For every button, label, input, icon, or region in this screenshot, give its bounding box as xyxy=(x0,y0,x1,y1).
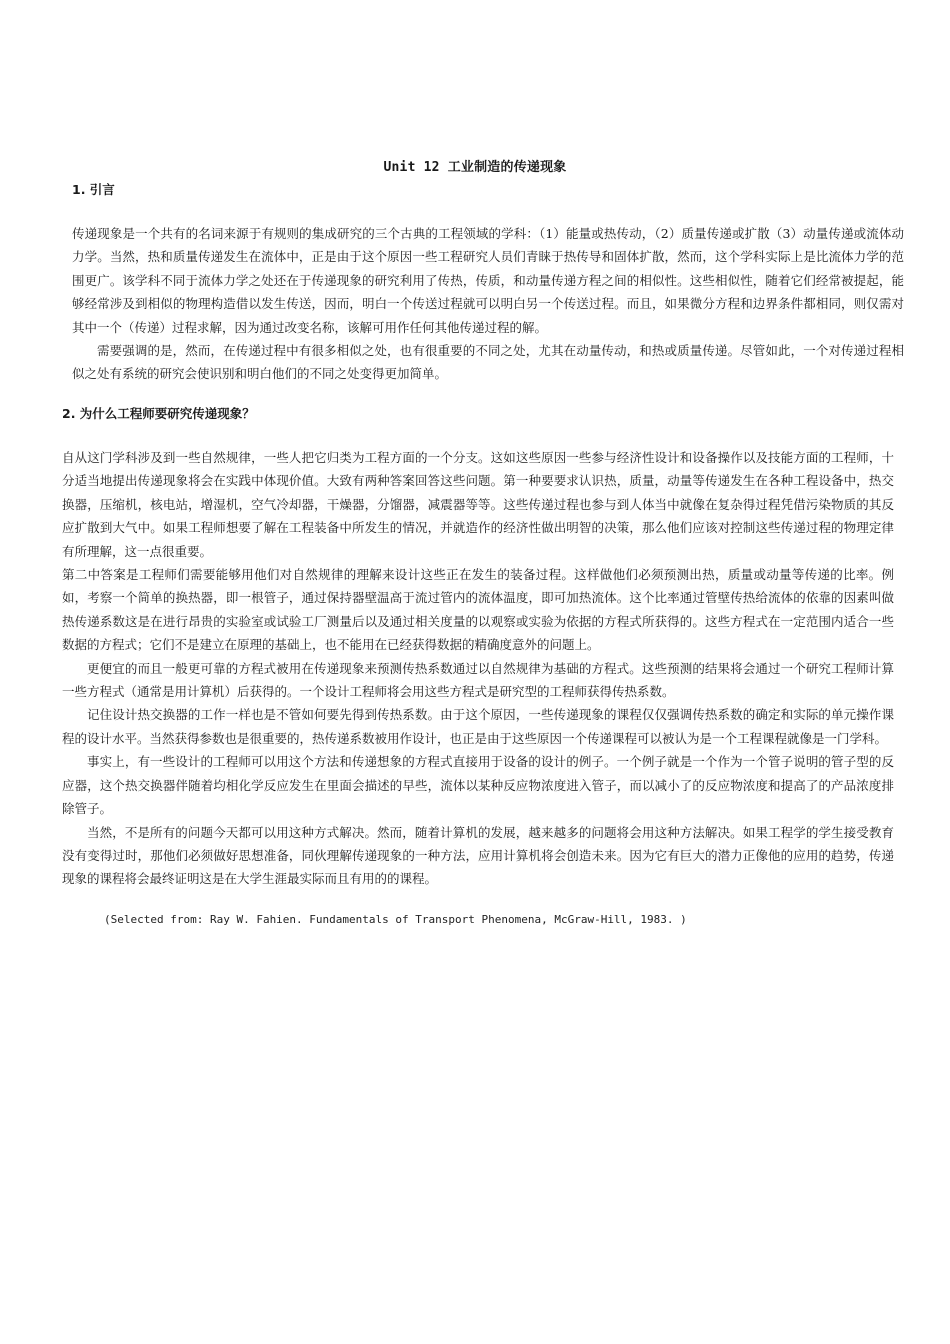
paragraph: 更便宜的而且一般更可靠的方程式被用在传递现象来预测传热系数通过以自然规律为基础的方程式。这些预测的结果将会通过一个研究工程师计算一些方程式（通常是用计算机）后获得的。一个设计工程师将会用这些方程式是研究型的工程师获得传热系数。 xyxy=(62,660,894,700)
source-citation: (Selected from: Ray W. Fahien. Fundamentals of Transport Phenomena, McGraw-Hill, 1983. ) xyxy=(104,913,687,926)
section-body-introduction xyxy=(72,222,904,386)
paragraph: 事实上，有一些设计的工程师可以用这个方法和传递想象的方程式直接用于设备的设计的例子。一个例子就是一个作为一个管子说明的管子型的反应器，这个热交换器伴随着均相化学反应发生在里面会描述的早些，流体以某种反应物浓度进入管子，而以减小了的反应物浓度和提高了的产品浓度排除管子。 xyxy=(62,754,894,817)
paragraph: 自从这门学科涉及到一些自然规律，一些人把它归类为工程方面的一个分支。这如这些原因一些参与经济性设计和设备操作以及技能方面的工程师，十分适当地提出传递现象将会在实践中体现价值。大致有两种答案回答这些问题。第一种要要求认识热，质量，动量等传递发生在各种工程设备中，热交换器，压缩机，核电站，增湿机，空气冷却器，干燥器，分馏器，减震器等等。这些传递过程也参与到人体当中就像在复杂得过程凭借污染物质的其反应扩散到大气中。如果工程师想要了解在工程装备中所发生的情况，并就造作的经济性做出明智的决策，那么他们应该对控制这些传递过程的物理定律有所理解，这一点很重要。 xyxy=(62,450,894,559)
paragraph: 当然，不是所有的问题今天都可以用这种方式解决。然而，随着计算机的发展，越来越多的问题将会用这种方法解决。如果工程学的学生接受教育没有变得过时，那他们必须做好思想准备，同伙理解传递现象的一种方法，应用计算机将会创造未来。因为它有巨大的潜力正像他的应用的趋势，传递现象的课程将会最终证明这是在大学生涯最实际而且有用的的课程。 xyxy=(62,824,894,887)
paragraph: 传递现象是一个共有的名词来源于有规则的集成研究的三个古典的工程领域的学科：（1）能量或热传动，（2）质量传递或扩散（3）动量传递或流体动力学。当然，热和质量传递发生在流体中，正是由于这个原因一些工程研究人员们青睐于热传导和固体扩散，然而，这个学科实际上是比流体力学的范围更广。该学科不同于流体力学之处还在于传递现象的研究利用了传热，传质，和动量传递方程之间的相似性。这些相似性，随着它们经常被提起，能够经常涉及到相似的物理构造借以发生传送，因而，明白一个传送过程就可以明白另一个传送过程。而且，如果微分方程和边界条件都相同，则仅需对其中一个（传递）过程求解，因为通过改变名称，该解可用作任何其他传递过程的解。 xyxy=(72,226,904,335)
paragraph: 记住设计热交换器的工作一样也是不管如何要先得到传热系数。由于这个原因，一些传递现象的课程仅仅强调传热系数的确定和实际的单元操作课程的设计水平。当然获得参数也是很重要的，热传递系数被用作设计，也正是由于这些原因一个传递课程可以被认为是一个工程课程就像是一门学科。 xyxy=(62,707,894,746)
section-heading-why-study: 2. 为什么工程师要研究传递现象？ xyxy=(62,406,255,421)
section-body-why-study xyxy=(62,446,894,891)
section-heading-introduction: 1. 引言 xyxy=(72,182,115,197)
paragraph: 需要强调的是，然而，在传递过程中有很多相似之处，也有很重要的不同之处，尤其在动量传动，和热或质量传递。尽管如此，一个对传递过程相似之处有系统的研究会使识别和明白他们的不同之处变得更加简单。 xyxy=(72,343,904,382)
paragraph: 第二中答案是工程师们需要能够用他们对自然规律的理解来设计这些正在发生的装备过程。这样做他们必须预测出热，质量或动量等传递的比率。例如，考察一个简单的换热器，即一根管子，通过保持器壁温高于流过管内的流体温度，即可加热流体。这个比率通过管壁传热给流体的依靠的因素叫做热传递系数这是在进行昂贵的实验室或试验工厂测量后以及通过相关度量的以观察或实验为依据的方程式所获得的。这些方程式在一定范围内适合一些数据的方程式；它们不是建立在原理的基础上，也不能用在已经获得数据的精确度意外的问题上。 xyxy=(62,567,894,653)
page-title: Unit 12 工业制造的传递现象 xyxy=(383,160,567,175)
